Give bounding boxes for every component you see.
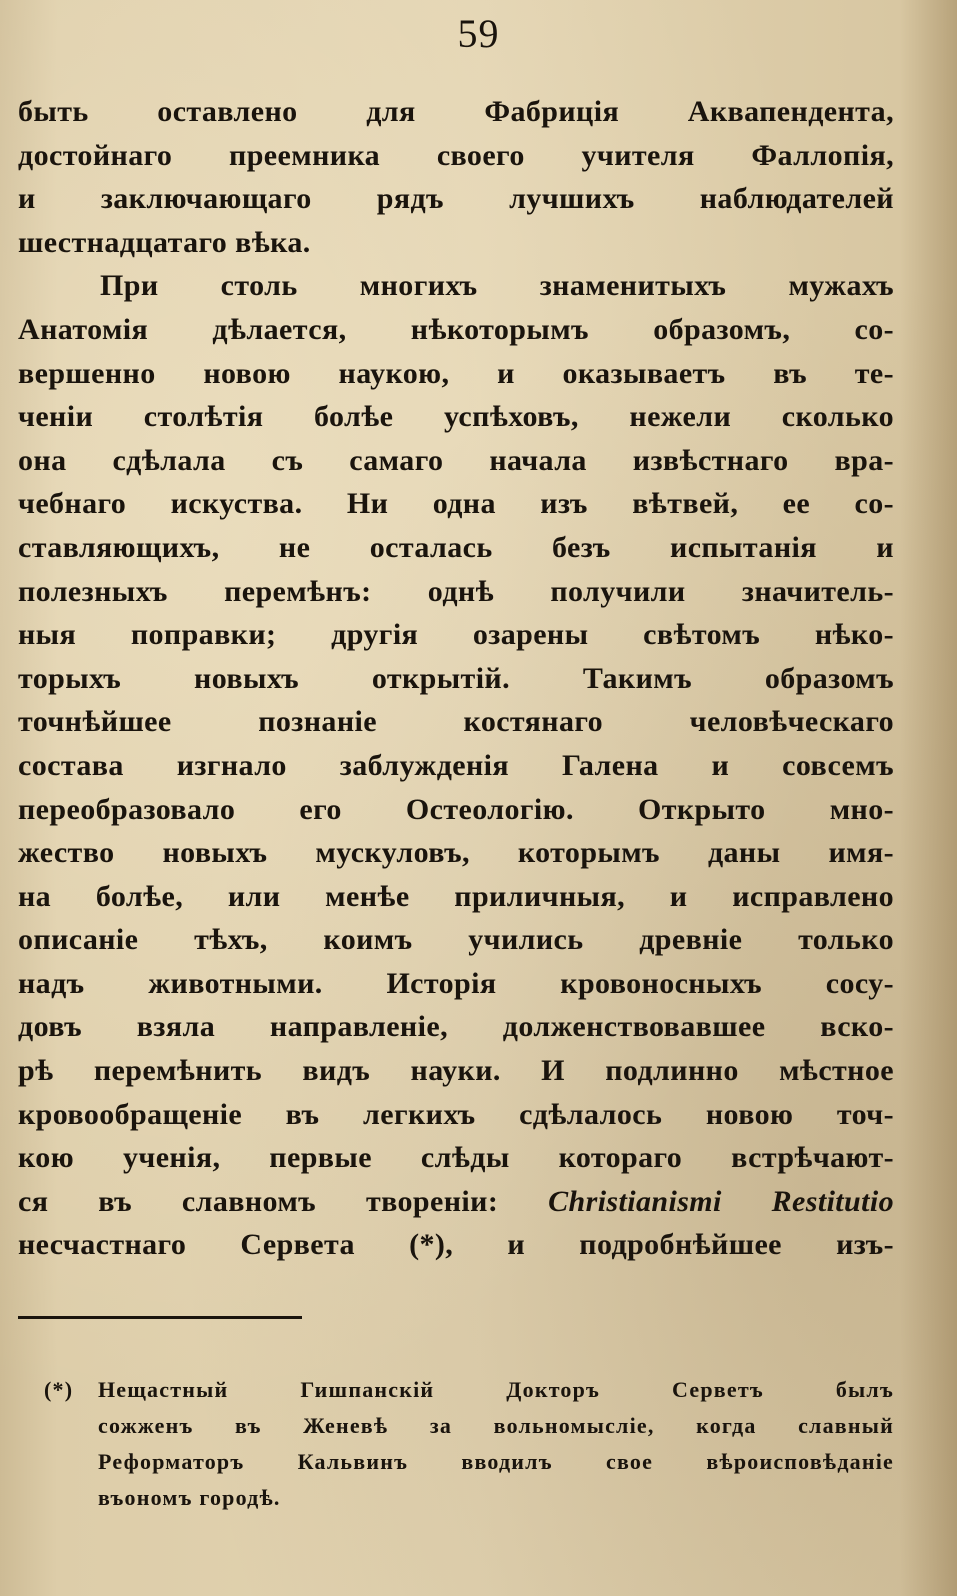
- text-line: на болѣе, или менѣе приличныя, и исправлено: [18, 879, 894, 913]
- footnote-marker: (*): [44, 1377, 74, 1402]
- footnote: [44, 1372, 894, 1516]
- text-line: надъ животными. Исторія кровоносныхъ сосу-: [18, 966, 894, 1000]
- text-line: довъ взяла направленіе, долженствовавшее вско-: [18, 1010, 894, 1044]
- paragraph-start-line: При столь многихъ знаменитыхъ мужахъ: [100, 269, 894, 303]
- text-line: ченіи столѣтія болѣе успѣховъ, нежели сколько: [18, 400, 894, 434]
- text-line: кровообращеніе въ легкихъ сдѣлалось новою точ-: [18, 1097, 894, 1131]
- text-line: вершенно новою наукою, и оказываетъ въ те-: [18, 356, 894, 390]
- text-line: торыхъ новыхъ открытій. Такимъ образомъ: [18, 661, 894, 695]
- footnote-text-segment: Нещастный Гишпанскій Докторъ Серветъ былъ: [98, 1377, 894, 1402]
- text-line: чебнаго искуства. Ни одна изъ вѣтвей, ее со-: [18, 487, 894, 521]
- text-line: достойнаго преемника своего учителя Фаллопія,: [18, 138, 894, 172]
- text-line: состава изгнало заблужденія Галена и совсемъ: [18, 748, 894, 782]
- text-line: описаніе тѣхъ, коимъ учились древніе только: [18, 923, 894, 957]
- footnote-first-line: [44, 1372, 894, 1408]
- text-line: ставляющихъ, не осталась безъ испытанія и: [18, 530, 894, 564]
- text-line: она сдѣлала съ самаго начала извѣстнаго вра-: [18, 443, 894, 477]
- text-segment: ся въ славномъ твореніи:: [18, 1184, 499, 1218]
- text-line: жество новыхъ мускуловъ, которымъ даны имя-: [18, 836, 894, 870]
- text-line: кою ученія, первые слѣды котораго встрѣчают-: [18, 1141, 894, 1175]
- text-line: точнѣйшее познаніе костянаго человѣческаго: [18, 705, 894, 739]
- text-line: и заключающаго рядъ лучшихъ наблюдателей: [18, 182, 894, 216]
- text-line: полезныхъ перемѣнъ: однѣ получили значитель-: [18, 574, 894, 608]
- text-line: ныя поправки; другія озарены свѣтомъ нѣко-: [18, 618, 894, 652]
- footnote-line: въономъ городѣ.: [98, 1485, 281, 1510]
- text-line: шестнадцатаго вѣка.: [18, 225, 311, 259]
- footnote-line: сожженъ въ Женевѣ за вольномысліе, когда славный: [98, 1413, 894, 1438]
- text-line-with-title: [18, 1180, 894, 1224]
- text-line: рѣ перемѣнить видъ науки. И подлинно мѣстное: [18, 1054, 894, 1088]
- footnote-divider: [18, 1316, 302, 1319]
- italic-book-title: Christianismi Restitutio: [548, 1184, 894, 1218]
- text-line: переобразовало его Остеологію. Открыто мно-: [18, 792, 894, 826]
- page-number: 59: [457, 11, 500, 56]
- text-line: быть оставлено для Фабриція Аквапендента,: [18, 95, 894, 128]
- main-text: [18, 90, 894, 1267]
- footnote-line: Реформаторъ Кальвинъ вводилъ свое вѣроисповѣданіе: [98, 1449, 894, 1474]
- text-line: несчастнаго Сервета (*), и подробнѣйшее изъ-: [18, 1228, 894, 1262]
- text-line: Анатомія дѣлается, нѣкоторымъ образомъ, со-: [18, 312, 894, 346]
